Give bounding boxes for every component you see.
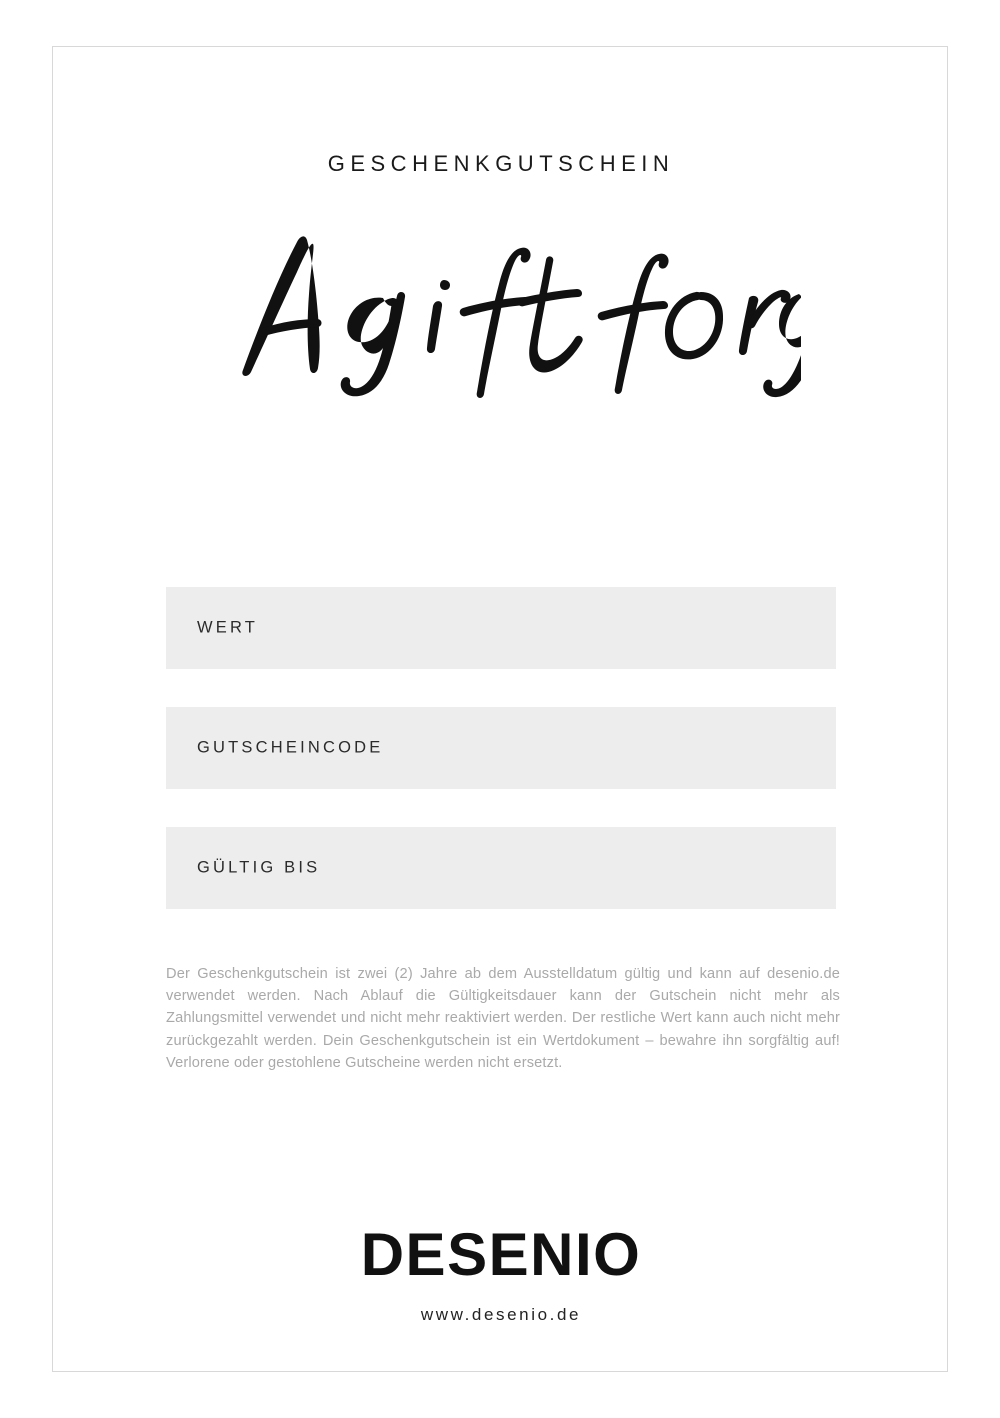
field-wert[interactable] [166, 587, 836, 669]
field-label-gutscheincode: GUTSCHEINCODE [197, 738, 384, 757]
voucher-frame [52, 46, 948, 1372]
field-label-wert: WERT [197, 618, 259, 637]
field-gutscheincode[interactable] [166, 707, 836, 789]
field-gueltig-bis[interactable] [166, 827, 836, 909]
brand-website-url: www.desenio.de [420, 1305, 582, 1324]
terms-and-conditions-text: Der Geschenkgutschein ist zwei (2) Jahre ab dem Ausstelldatum gültig und kann auf desenio.de verwendet werden. Nach Ablauf die Gültigkeitsdauer kann der Gutschein nicht mehr als Zahlungsmittel verwendet und nicht mehr reaktiviert werden. Der restliche Wert kann auch nicht mehr zurückgezahlt werden. Dein Geschenkgutschein ist ein Wertdokument – bewahre ihn sorgfältig auf! Verlorene oder gestohlene Gutscheine werden nicht ersetzt. [166, 966, 840, 1071]
handwritten-headline-icon [201, 202, 801, 412]
voucher-kicker: GESCHENKGUTSCHEIN [327, 151, 675, 176]
brand-logo-text: DESENIO [360, 1221, 642, 1288]
voucher-fields [166, 587, 836, 947]
voucher-content [166, 47, 840, 1371]
field-label-gueltig-bis: GÜLTIG BIS [197, 858, 321, 877]
brand-footer [166, 1221, 836, 1325]
headline-script-lettering [166, 197, 836, 417]
